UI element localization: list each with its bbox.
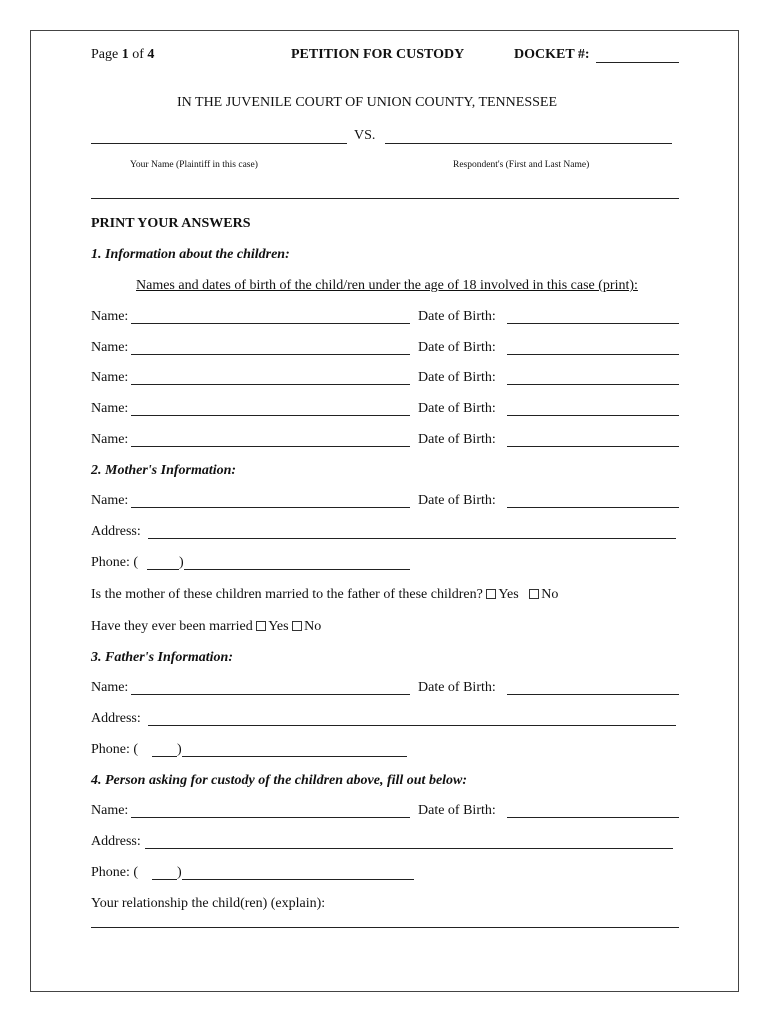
child-dob-label: Date of Birth:	[418, 340, 496, 355]
father-phone-area-field[interactable]	[152, 741, 177, 757]
docket-label: DOCKET #:	[514, 47, 590, 62]
mother-dob-field[interactable]	[507, 492, 679, 508]
child-name-label: Name:	[91, 432, 129, 447]
married-question: Is the mother of these children married to the father of these children?	[91, 587, 483, 602]
child-dob-field[interactable]	[507, 369, 679, 385]
father-name-field[interactable]	[131, 679, 410, 695]
mother-phone-area-field[interactable]	[147, 554, 179, 570]
petitioner-phone-field[interactable]	[182, 864, 414, 880]
child-dob-field[interactable]	[507, 400, 679, 416]
petitioner-address-label: Address:	[91, 834, 141, 849]
child-name-label: Name:	[91, 340, 129, 355]
child-dob-label: Date of Birth:	[418, 432, 496, 447]
mother-name-label: Name:	[91, 493, 129, 508]
section4-heading: 4. Person asking for custody of the children above, fill out below:	[91, 773, 468, 788]
ever-married-no-label: No	[304, 619, 322, 634]
respondent-caption: Respondent's (First and Last Name)	[453, 160, 590, 170]
relationship-label: Your relationship the child(ren) (explain):	[91, 896, 326, 911]
petitioner-phone-paren: )	[177, 865, 182, 880]
father-phone-field[interactable]	[182, 741, 407, 757]
mother-address-label: Address:	[91, 524, 141, 539]
child-name-field[interactable]	[131, 339, 410, 355]
child-dob-label: Date of Birth:	[418, 309, 496, 324]
married-question-row	[91, 587, 558, 603]
father-name-label: Name:	[91, 680, 129, 695]
plaintiff-name-field[interactable]	[91, 128, 347, 144]
section2-heading: 2. Mother's Information:	[91, 463, 237, 478]
married-yes-checkbox[interactable]	[486, 589, 496, 599]
child-name-label: Name:	[91, 401, 129, 416]
ever-married-yes-checkbox[interactable]	[256, 621, 266, 631]
print-heading: PRINT YOUR ANSWERS	[91, 216, 251, 231]
petitioner-dob-field[interactable]	[507, 802, 679, 818]
plaintiff-caption: Your Name (Plaintiff in this case)	[130, 160, 258, 170]
child-dob-field[interactable]	[507, 339, 679, 355]
petitioner-address-field[interactable]	[145, 833, 673, 849]
petitioner-dob-label: Date of Birth:	[418, 803, 496, 818]
relationship-field[interactable]	[91, 912, 679, 928]
child-dob-field[interactable]	[507, 431, 679, 447]
ever-married-row	[91, 619, 321, 635]
mother-phone-field[interactable]	[184, 554, 410, 570]
vs-label: VS.	[354, 128, 376, 143]
respondent-name-field[interactable]	[385, 128, 672, 144]
docket-number-field[interactable]	[596, 47, 679, 63]
ever-married-yes-label: Yes	[268, 619, 289, 634]
father-dob-field[interactable]	[507, 679, 679, 695]
court-line: IN THE JUVENILE COURT OF UNION COUNTY, TENNESSEE	[177, 95, 558, 110]
mother-dob-label: Date of Birth:	[418, 493, 496, 508]
section1-instructions: Names and dates of birth of the child/ren under the age of 18 involved in this case (print):	[136, 278, 638, 293]
section3-heading: 3. Father's Information:	[91, 650, 233, 665]
father-phone-paren: )	[177, 742, 182, 757]
father-address-label: Address:	[91, 711, 141, 726]
document-title: PETITION FOR CUSTODY	[291, 47, 465, 62]
father-dob-label: Date of Birth:	[418, 680, 496, 695]
mother-phone-paren: )	[179, 555, 184, 570]
married-no-checkbox[interactable]	[529, 589, 539, 599]
section1-heading: 1. Information about the children:	[91, 247, 290, 262]
ever-married-no-checkbox[interactable]	[292, 621, 302, 631]
ever-married-question: Have they ever been married	[91, 619, 253, 634]
child-dob-label: Date of Birth:	[418, 401, 496, 416]
child-name-field[interactable]	[131, 431, 410, 447]
child-name-label: Name:	[91, 370, 129, 385]
page-number: Page 1 of 4	[91, 47, 155, 62]
child-name-field[interactable]	[131, 400, 410, 416]
child-name-field[interactable]	[131, 308, 410, 324]
petitioner-phone-area-field[interactable]	[152, 864, 177, 880]
father-phone-label: Phone: (	[91, 742, 139, 757]
married-yes-label: Yes	[498, 587, 519, 602]
child-dob-label: Date of Birth:	[418, 370, 496, 385]
child-name-label: Name:	[91, 309, 129, 324]
mother-name-field[interactable]	[131, 492, 410, 508]
child-name-field[interactable]	[131, 369, 410, 385]
petitioner-phone-label: Phone: (	[91, 865, 139, 880]
header-divider	[91, 198, 679, 199]
father-address-field[interactable]	[148, 710, 676, 726]
mother-phone-label: Phone: (	[91, 555, 139, 570]
married-no-label: No	[541, 587, 559, 602]
petitioner-name-label: Name:	[91, 803, 129, 818]
petitioner-name-field[interactable]	[131, 802, 410, 818]
child-dob-field[interactable]	[507, 308, 679, 324]
mother-address-field[interactable]	[148, 523, 676, 539]
